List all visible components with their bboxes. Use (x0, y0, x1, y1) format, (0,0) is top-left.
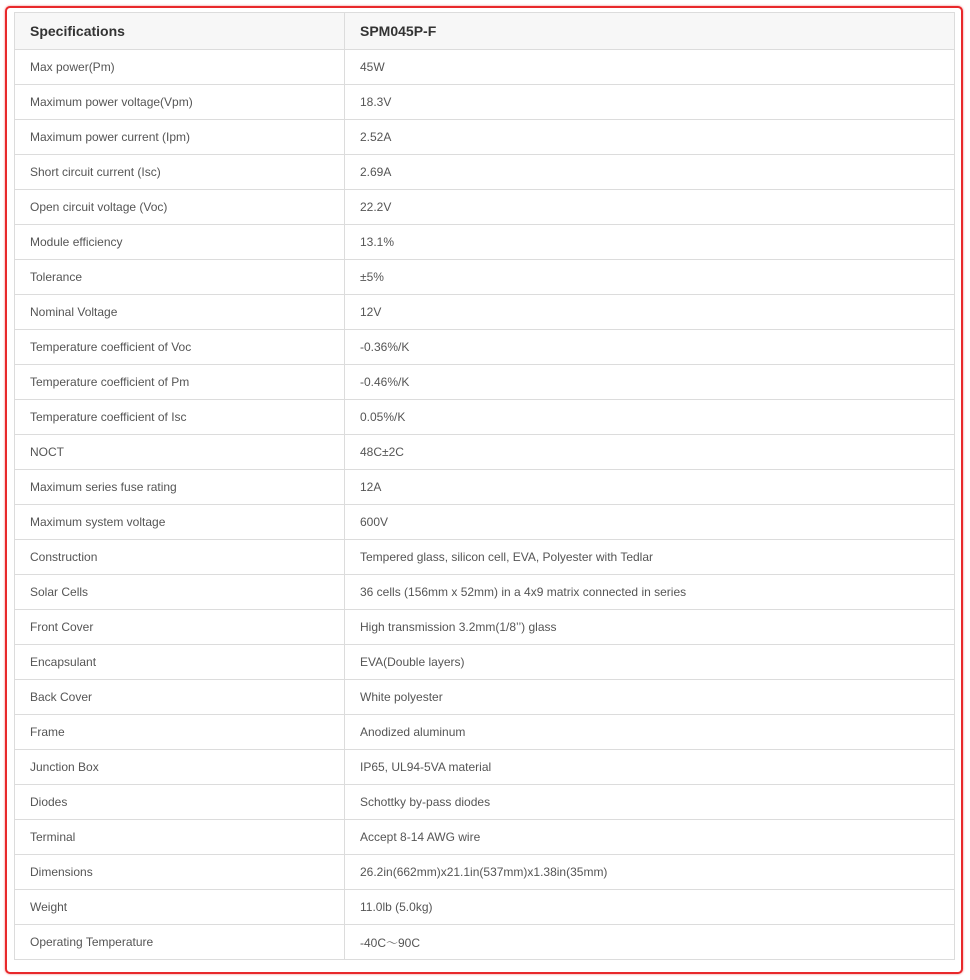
spec-value: White polyester (345, 680, 955, 715)
table-body (15, 50, 955, 960)
spec-value: 48C±2C (345, 435, 955, 470)
spec-value: 12V (345, 295, 955, 330)
spec-value: 11.0lb (5.0kg) (345, 890, 955, 925)
spec-label: Weight (15, 890, 345, 925)
table-header-row (15, 13, 955, 50)
spec-label: Solar Cells (15, 575, 345, 610)
spec-label: Temperature coefficient of Isc (15, 400, 345, 435)
spec-label: Short circuit current (Isc) (15, 155, 345, 190)
spec-label: NOCT (15, 435, 345, 470)
spec-label: Temperature coefficient of Pm (15, 365, 345, 400)
spec-value: ±5% (345, 260, 955, 295)
header-specifications: Specifications (15, 13, 345, 50)
spec-label: Tolerance (15, 260, 345, 295)
spec-value: -0.46%/K (345, 365, 955, 400)
spec-label: Maximum power current (Ipm) (15, 120, 345, 155)
table-row (15, 330, 955, 365)
spec-value: Accept 8-14 AWG wire (345, 820, 955, 855)
spec-label: Temperature coefficient of Voc (15, 330, 345, 365)
spec-value: Anodized aluminum (345, 715, 955, 750)
spec-value: 600V (345, 505, 955, 540)
table-row (15, 925, 955, 960)
spec-value: EVA(Double layers) (345, 645, 955, 680)
spec-label: Open circuit voltage (Voc) (15, 190, 345, 225)
table-row (15, 120, 955, 155)
table-row (15, 190, 955, 225)
spec-value: Schottky by-pass diodes (345, 785, 955, 820)
table-row (15, 785, 955, 820)
spec-label: Operating Temperature (15, 925, 345, 960)
spec-value: -0.36%/K (345, 330, 955, 365)
table-row (15, 155, 955, 190)
spec-label: Frame (15, 715, 345, 750)
spec-label: Junction Box (15, 750, 345, 785)
spec-label: Module efficiency (15, 225, 345, 260)
spec-label: Nominal Voltage (15, 295, 345, 330)
header-model: SPM045P-F (345, 13, 955, 50)
table-row (15, 540, 955, 575)
spec-value: 12A (345, 470, 955, 505)
spec-label: Dimensions (15, 855, 345, 890)
spec-value: 2.69A (345, 155, 955, 190)
table-row (15, 715, 955, 750)
spec-label: Maximum series fuse rating (15, 470, 345, 505)
spec-label: Terminal (15, 820, 345, 855)
table-row (15, 750, 955, 785)
table-row (15, 680, 955, 715)
table-row (15, 645, 955, 680)
table-row (15, 295, 955, 330)
spec-value: -40C～90C (345, 925, 955, 960)
spec-label: Back Cover (15, 680, 345, 715)
spec-value: 0.05%/K (345, 400, 955, 435)
table-row (15, 50, 955, 85)
table-row (15, 225, 955, 260)
specifications-table (14, 12, 955, 960)
spec-value: IP65, UL94-5VA material (345, 750, 955, 785)
spec-value: Tempered glass, silicon cell, EVA, Polyester with Tedlar (345, 540, 955, 575)
spec-value: 13.1% (345, 225, 955, 260)
spec-label: Maximum system voltage (15, 505, 345, 540)
spec-label: Front Cover (15, 610, 345, 645)
spec-value: 2.52A (345, 120, 955, 155)
spec-label: Encapsulant (15, 645, 345, 680)
table-row (15, 400, 955, 435)
spec-value: 26.2in(662mm)x21.1in(537mm)x1.38in(35mm) (345, 855, 955, 890)
spec-value: High transmission 3.2mm(1/8’’) glass (345, 610, 955, 645)
table-row (15, 260, 955, 295)
spec-value: 36 cells (156mm x 52mm) in a 4x9 matrix connected in series (345, 575, 955, 610)
spec-label: Max power(Pm) (15, 50, 345, 85)
table-row (15, 435, 955, 470)
spec-label: Construction (15, 540, 345, 575)
table-row (15, 85, 955, 120)
spec-label: Diodes (15, 785, 345, 820)
table-row (15, 365, 955, 400)
spec-value: 18.3V (345, 85, 955, 120)
spec-label: Maximum power voltage(Vpm) (15, 85, 345, 120)
table-row (15, 470, 955, 505)
spec-value: 22.2V (345, 190, 955, 225)
table-row (15, 855, 955, 890)
table-row (15, 505, 955, 540)
table-row (15, 820, 955, 855)
table-row (15, 610, 955, 645)
table-row (15, 575, 955, 610)
spec-value: 45W (345, 50, 955, 85)
table-row (15, 890, 955, 925)
